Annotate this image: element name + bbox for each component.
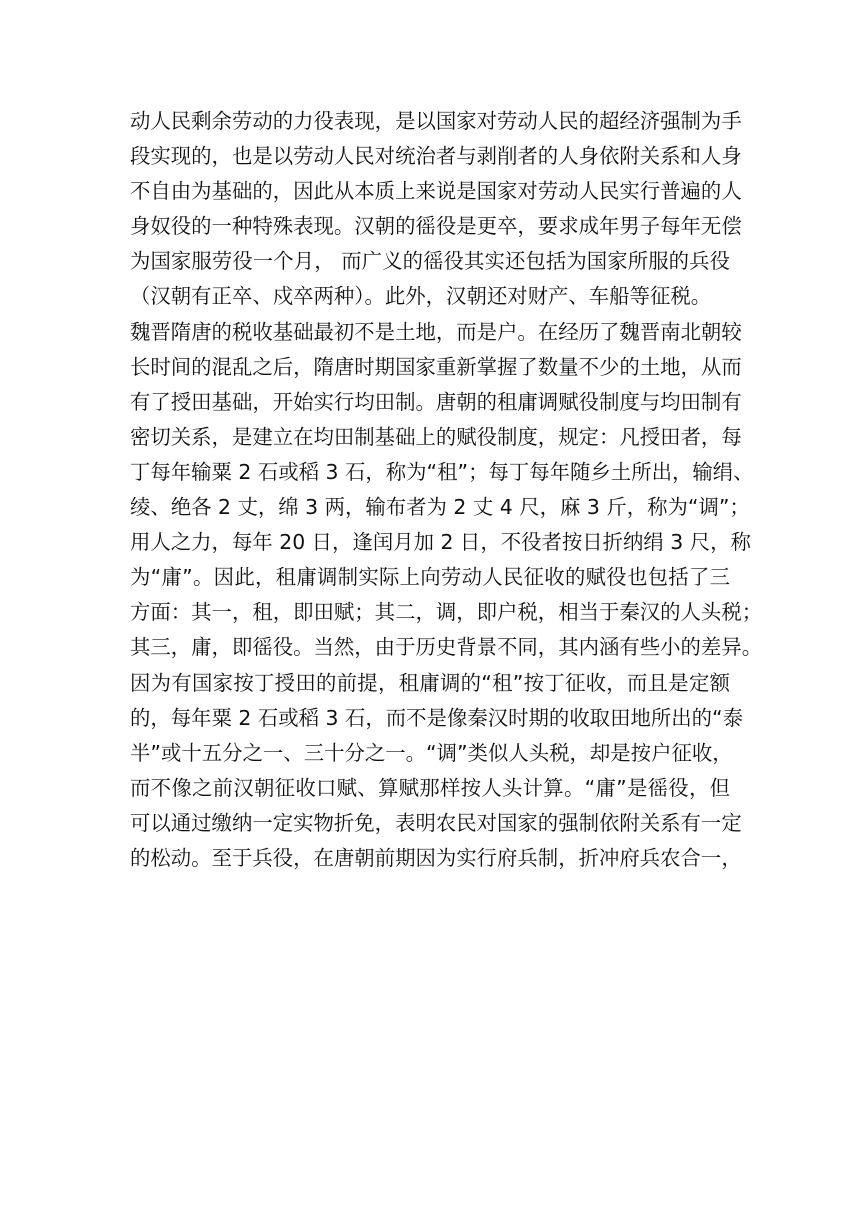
text-line: 动人民剩余劳动的力役表现，是以国家对劳动人民的超经济强制为手 (130, 109, 742, 133)
text-line: 因为有国家按丁授田的前提，租庸调的“租”按丁征收，而且是定额 (130, 670, 730, 695)
text-line: 段实现的，也是以劳动人民对统治者与剥削者的人身依附关系和人身 (130, 144, 742, 169)
text-line: 方面：其一，租，即田赋；其二，调，即户税，相当于秦汉的人头税； (130, 600, 763, 625)
text-line: 的，每年粟 2 石或稻 3 石，而不是像秦汉时期的收取田地所出的“泰 (130, 705, 743, 730)
text-line: 魏晋隋唐的税收基础最初不是土地，而是户。在经历了魏晋南北朝较 (130, 319, 742, 344)
text-line: 半”或十五分之一、三十分之一。“调”类似人头税，却是按户征收， (130, 740, 733, 765)
text-line: 的松动。至于兵役，在唐朝前期因为实行府兵制，折冲府兵农合一， (130, 845, 742, 870)
text-line: 长时间的混乱之后，隋唐时期国家重新掌握了数量不少的土地，从而 (130, 354, 742, 379)
text-line: 用人之力，每年 20 日，逢闰月加 2 日，不役者按日折纳绢 3 尺，称 (130, 530, 751, 555)
text-line: 而不像之前汉朝征收口赋、算赋那样按人头计算。“庸”是徭役，但 (130, 775, 730, 800)
text-line: 其三，庸，即徭役。当然，由于历史背景不同，其内涵有些小的差异。 (130, 635, 763, 660)
text-line: 密切关系，是建立在均田制基础上的赋役制度，规定：凡授田者，每 (130, 424, 742, 449)
text-line: 可以通过缴纳一定实物折免，表明农民对国家的强制依附关系有一定 (130, 810, 742, 835)
text-line: 丁每年输粟 2 石或稻 3 石，称为“租”；每丁每年随乡土所出，输绢、 (130, 459, 754, 484)
text-line: 不自由为基础的，因此从本质上来说是国家对劳动人民实行普遍的人 (130, 179, 742, 204)
text-line: 为“庸”。因此，租庸调制实际上向劳动人民征收的赋役也包括了三 (130, 565, 730, 590)
text-line: 为国家服劳役一个月， 而广义的徭役其实还包括为国家所服的兵役 (130, 249, 730, 274)
text-line: 绫、绝各 2 丈，绵 3 两，输布者为 2 丈 4 尺，麻 3 斤，称为“调”； (130, 495, 750, 520)
text-line: 有了授田基础，开始实行均田制。唐朝的租庸调赋役制度与均田制有 (130, 389, 742, 414)
text-line: 身奴役的一种特殊表现。汉朝的徭役是更卒，要求成年男子每年无偿 (130, 214, 742, 239)
body-text (130, 104, 763, 876)
text-line: （汉朝有正卒、戍卒两种）。此外，汉朝还对财产、车船等征税。 (130, 284, 712, 309)
